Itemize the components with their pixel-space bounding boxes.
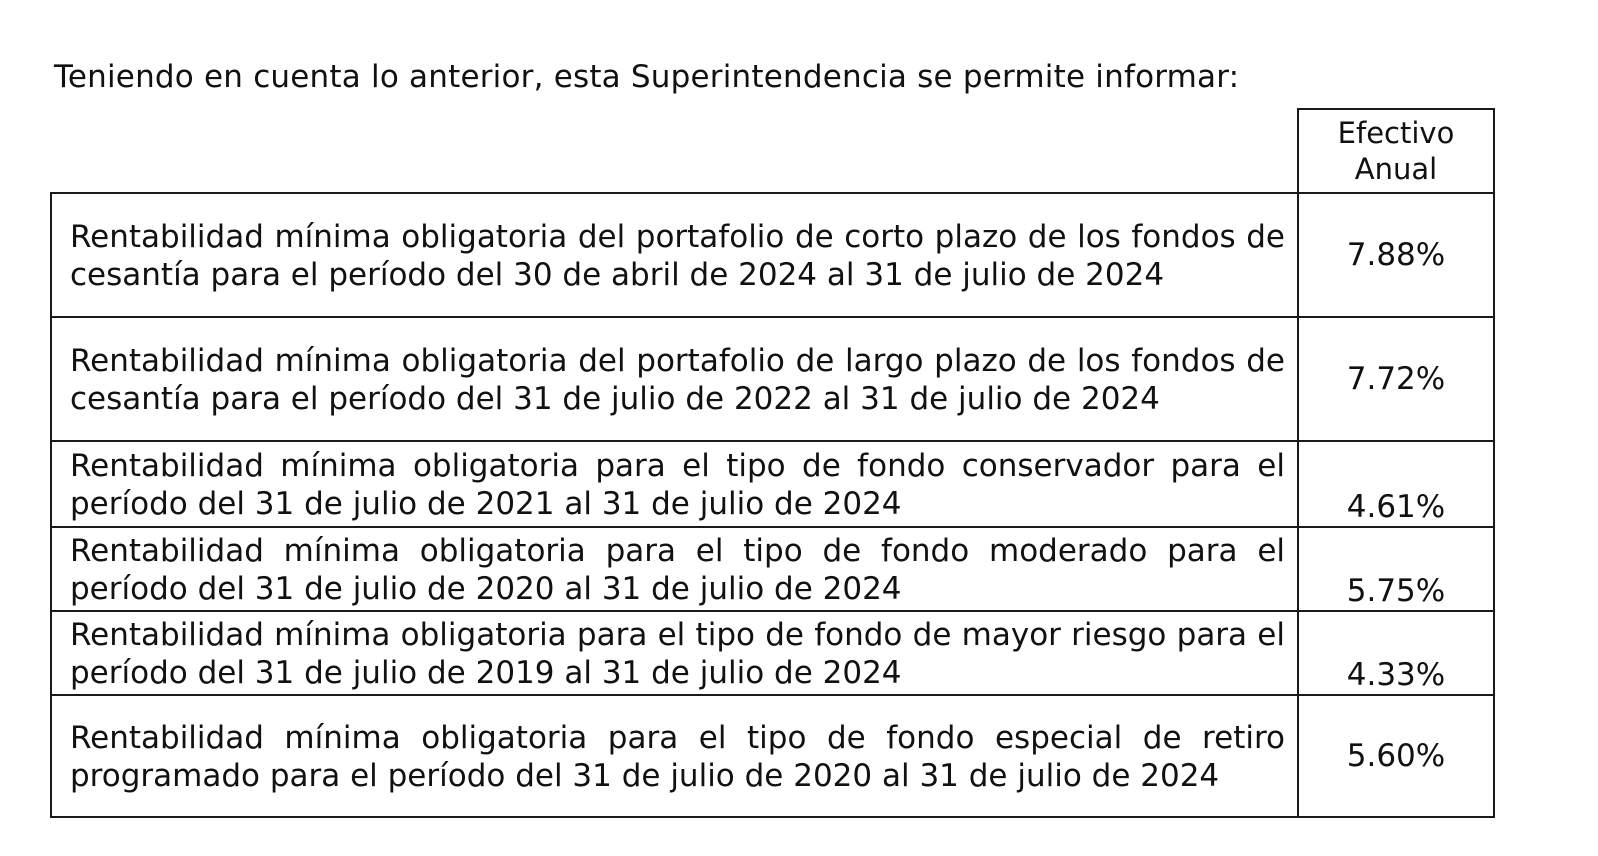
- column-header-efectivo-anual: [1298, 109, 1494, 193]
- table-row: [51, 527, 1494, 611]
- row-value: 4.33%: [1298, 611, 1494, 695]
- intro-paragraph: Teniendo en cuenta lo anterior, esta Superintendencia se permite informar:: [54, 59, 1240, 95]
- row-description: Rentabilidad mínima obligatoria para el tipo de fondo especial de retiro programado para el período del 31 de julio de 2020 al 31 de julio de 2024: [51, 695, 1298, 817]
- row-value: 7.72%: [1298, 317, 1494, 441]
- table-header-row: [51, 109, 1494, 193]
- row-value: 5.60%: [1298, 695, 1494, 817]
- rates-table: [50, 108, 1495, 818]
- row-description: Rentabilidad mínima obligatoria para el tipo de fondo moderado para el período del 31 de julio de 2020 al 31 de julio de 2024: [51, 527, 1298, 611]
- header-line-1: Efectivo: [1337, 116, 1455, 150]
- table-row: [51, 193, 1494, 317]
- row-value: 5.75%: [1298, 527, 1494, 611]
- row-description: Rentabilidad mínima obligatoria del portafolio de corto plazo de los fondos de cesantía para el período del 30 de abril de 2024 al 31 de julio de 2024: [51, 193, 1298, 317]
- row-description: Rentabilidad mínima obligatoria del portafolio de largo plazo de los fondos de cesantía para el período del 31 de julio de 2022 al 31 de julio de 2024: [51, 317, 1298, 441]
- row-description: Rentabilidad mínima obligatoria para el tipo de fondo conservador para el período del 31 de julio de 2021 al 31 de julio de 2024: [51, 441, 1298, 527]
- table-row: [51, 611, 1494, 695]
- table-row: [51, 317, 1494, 441]
- row-value: 4.61%: [1298, 441, 1494, 527]
- header-line-2: Anual: [1354, 152, 1438, 186]
- row-description: Rentabilidad mínima obligatoria para el tipo de fondo de mayor riesgo para el período del 31 de julio de 2019 al 31 de julio de 2024: [51, 611, 1298, 695]
- empty-corner-cell: [51, 109, 1298, 193]
- table-row: [51, 441, 1494, 527]
- table-row: [51, 695, 1494, 817]
- row-value: 7.88%: [1298, 193, 1494, 317]
